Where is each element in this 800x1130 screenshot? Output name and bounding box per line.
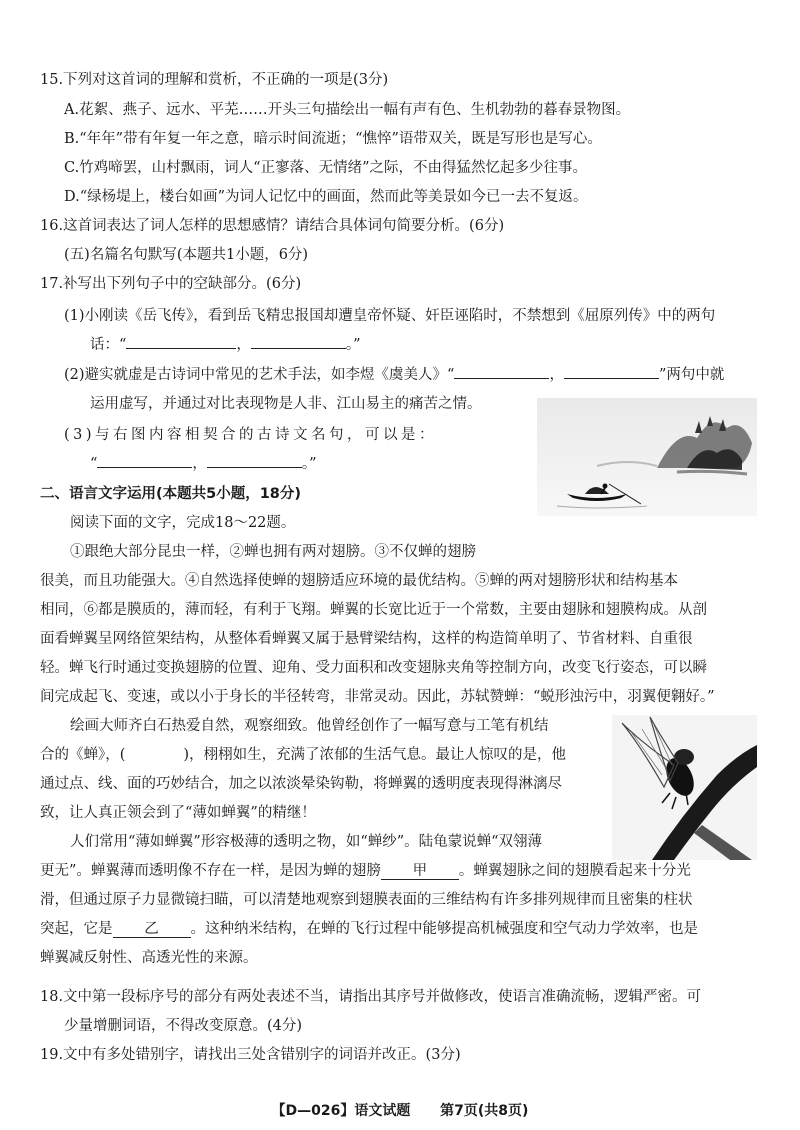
- q17-part3-comma: ，: [192, 456, 207, 472]
- passage-p3-line4-post: 。这种纳米结构，在蝉的飞行过程中能够提高机械强度和空气动力学效率，也是: [190, 921, 698, 937]
- passage-p1-line1: ①跟绝大部分昆虫一样，②蝉也拥有两对翅膀。③不仅蝉的翅膀: [70, 544, 476, 560]
- passage-p1-line2: 很美，而且功能强大。④自然选择使蝉的翅膀适应环境的最优结构。⑤蝉的两对翅膀形状和结构基本: [40, 573, 678, 589]
- cicada-painting-image: [612, 715, 757, 860]
- q17-part3-blank-2[interactable]: [207, 467, 302, 468]
- section-5-heading: (五)名篇名句默写(本题共1小题，6分): [64, 247, 309, 263]
- blank-yi[interactable]: 乙: [113, 921, 191, 938]
- q18-line1: 18.文中第一段标序号的部分有两处表述不当，请指出其序号并做修改，使语言准确流畅，逻辑严密。可: [40, 989, 702, 1005]
- q17-part1-line1: (1)小刚读《岳飞传》，看到岳飞精忠报国却遭皇帝怀疑、奸臣诬陷时，不禁想到《屈原列传》中的两句: [64, 308, 716, 324]
- passage-p3-line2: [40, 861, 691, 881]
- ink-landscape-boat-image: [537, 398, 757, 516]
- q17-stem: 17.补写出下列句子中的空缺部分。(6分): [40, 276, 302, 292]
- q17-part1-comma: ，: [236, 337, 251, 353]
- q17-part2-prefix: (2)避实就虚是古诗词中常见的艺术手法，如李煜《虞美人》“: [64, 367, 455, 383]
- q17-part1-blank-1[interactable]: [126, 348, 236, 349]
- q17-part1-blank-2[interactable]: [251, 348, 346, 349]
- q18-line2: 少量增删词语，不得改变原意。(4分): [64, 1018, 303, 1034]
- q17-part2-line1: [64, 365, 724, 385]
- q17-part2-blank-1[interactable]: [454, 378, 549, 379]
- exam-code: 【D—026】语文试题: [271, 1103, 411, 1119]
- page-footer: [0, 1100, 800, 1120]
- q15-option-c: C.竹鸡啼罢，山村飘雨，词人“正寥落、无情绪”之际，不由得猛然忆起多少往事。: [64, 160, 588, 176]
- passage-p3-line4-pre: 突起，它是: [40, 921, 113, 937]
- q17-part3-prefix: “: [90, 456, 98, 472]
- passage-p2-line1: 绘画大师齐白石热爱自然，观察细致。他曾经创作了一幅写意与工笔有机结: [70, 718, 549, 734]
- q15-option-d: D.“绿杨堤上，楼台如画”为词人记忆中的画面，然而此等美景如今已一去不复返。: [64, 189, 588, 205]
- passage-p1-line3: 相同，⑥都是膜质的，薄而轻，有利于飞翔。蝉翼的长宽比近于一个常数，主要由翅脉和翅膜构成。从剖: [40, 602, 707, 618]
- page-number: 第7页(共8页): [440, 1103, 529, 1119]
- q15-option-a: A.花絮、燕子、远水、平芜……开头三句描绘出一幅有声有色、生机勃勃的暮春景物图。: [64, 102, 631, 118]
- q15-option-b: B.“年年”带有年复一年之意，暗示时间流逝；“憔悴”语带双关，既是写形也是写心。: [64, 131, 602, 147]
- passage-p3-line2-pre: 更无”。蝉翼薄而透明像不存在一样，是因为蝉的翅膀: [40, 863, 381, 879]
- q19-stem: 19.文中有多处错别字，请找出三处含错别字的词语并改正。(3分): [40, 1047, 461, 1063]
- passage-p2-line2: 合的《蝉》，( )，栩栩如生，充满了浓郁的生活气息。最让人惊叹的是，他: [40, 747, 567, 763]
- q16-stem: 16.这首词表达了词人怎样的思想感情？请结合具体词句简要分析。(6分): [40, 218, 505, 234]
- q17-part1-suffix: 。”: [345, 337, 361, 353]
- reading-instruction: 阅读下面的文字，完成18～22题。: [70, 515, 296, 531]
- passage-p3-line4: [40, 919, 698, 939]
- passage-p3-line1: 人们常用“薄如蝉翼”形容极薄的透明之物，如“蝉纱”。陆龟蒙说蝉“双翎薄: [70, 834, 543, 850]
- passage-p3-line3: 滑，但通过原子力显微镜扫瞄，可以清楚地观察到翅膜表面的三维结构有许多排列规律而且密集的柱状: [40, 892, 693, 908]
- passage-p1-line5: 轻。蝉飞行时通过变换翅膀的位置、迎角、受力面积和改变翅脉夹角等控制方向，改变飞行姿态，可以瞬: [40, 660, 707, 676]
- passage-p2-line4: 致，让人真正领会到了“薄如蝉翼”的精继！: [40, 805, 316, 821]
- passage-p3-line2-post: 。蝉翼翅脉之间的翅膜看起来十分光: [458, 863, 691, 879]
- q17-part2-suffix: ”两句中就: [658, 367, 725, 383]
- q17-part3-line2: [90, 454, 317, 474]
- q17-part3-suffix: 。”: [301, 456, 317, 472]
- q17-part3-blank-1[interactable]: [97, 467, 192, 468]
- q17-part2-blank-2[interactable]: [564, 378, 659, 379]
- passage-p2-line3: 通过点、线、面的巧妙结合，加之以浓淡晕染钩勒，将蝉翼的透明度表现得淋漓尽: [40, 776, 562, 792]
- passage-p1-line4: 面看蝉翼呈网络笸架结构，从整体看蝉翼又属于悬臂梁结构，这样的构造简单明了、节省材料、自重很: [40, 631, 693, 647]
- q17-part2-line2: 运用虚写，并通过对比表现物是人非、江山易主的痛苦之情。: [90, 396, 482, 412]
- part-2-heading: 二、语言文字运用(本题共5小题，18分): [40, 486, 302, 502]
- q17-part2-comma: ，: [549, 367, 564, 383]
- passage-p3-line5: 蝉翼减反射性、高透光性的来源。: [40, 950, 258, 966]
- q17-part3-line1: (3)与右图内容相契合的古诗文名句，可以是：: [64, 427, 438, 443]
- q17-part1-prefix: 话：“: [90, 337, 127, 353]
- blank-jia[interactable]: 甲: [381, 863, 459, 880]
- passage-p1-line6: 间完成起飞、变速，或以小于身长的半径转弯，非常灵动。因此，苏轼赞蝉：“蜕形浊污中，羽翼便翱好。”: [40, 689, 715, 705]
- q17-part1-line2: [90, 335, 361, 355]
- q15-stem: 15.下列对这首词的理解和赏析，不正确的一项是(3分): [40, 72, 389, 88]
